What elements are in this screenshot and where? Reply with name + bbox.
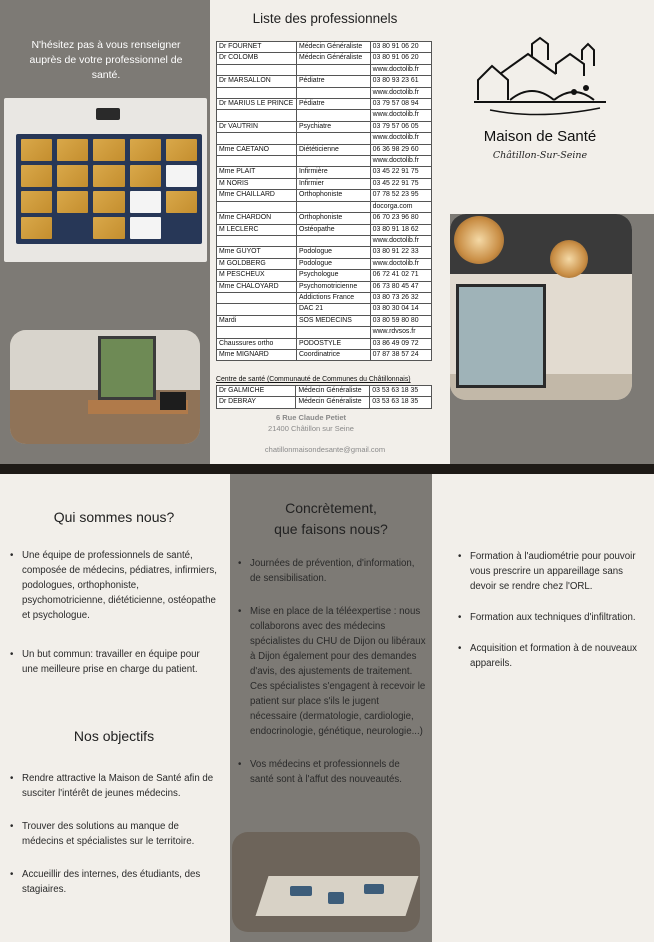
left-column — [0, 0, 210, 464]
professional-role — [296, 235, 370, 246]
nameplate — [57, 217, 88, 239]
professional-row — [217, 338, 432, 349]
nameplate — [21, 217, 52, 239]
health-center-row — [217, 386, 432, 397]
professional-contact: www.rdvsos.fr — [370, 327, 431, 338]
who-bullet: • Un but commun: travailler en équipe pour une meilleure prise en charge du patient. — [10, 647, 218, 677]
doctor-name: Dr DEBRAY — [217, 397, 296, 408]
nameplate — [93, 139, 124, 161]
professional-contact: 03 80 59 80 80 — [370, 315, 431, 326]
nameplate — [166, 165, 197, 187]
professional-name — [217, 87, 297, 98]
professional-contact: 03 79 57 08 94 — [370, 99, 431, 110]
professional-contact: 03 80 73 26 32 — [370, 292, 431, 303]
nameplate-board-photo — [4, 98, 207, 262]
goals-list — [10, 771, 218, 897]
professional-row — [217, 64, 432, 75]
professional-name: Mme CAETANO — [217, 144, 297, 155]
professional-row — [217, 167, 432, 178]
nameplate — [21, 191, 52, 213]
professional-role: Podologue — [296, 247, 370, 258]
who-title: Qui sommes nous? — [53, 509, 175, 525]
professional-name: Mme MIGNARD — [217, 349, 297, 360]
professional-row — [217, 156, 432, 167]
health-center-heading: Centre de santé (Communauté de Communes du Châtillonnais) — [216, 376, 411, 383]
list-title: Liste des professionnels — [252, 11, 398, 26]
address-city: 21400 Châtillon sur Seine — [268, 424, 354, 433]
professional-name: Mme CHARDON — [217, 213, 297, 224]
maison-de-sante-logo — [470, 36, 610, 122]
health-center-row — [217, 397, 432, 408]
professional-name — [217, 133, 297, 144]
professional-contact: 06 73 80 45 47 — [370, 281, 431, 292]
professional-contact: docorga.com — [370, 201, 431, 212]
brand-name: Maison de Santé — [483, 128, 597, 145]
professional-role: Podologue — [296, 258, 370, 269]
professional-name — [217, 201, 297, 212]
hallway-photo — [450, 214, 632, 400]
professional-contact: 03 45 22 91 75 — [370, 178, 431, 189]
table-item — [328, 892, 344, 904]
professional-name: Chaussures ortho — [217, 338, 297, 349]
professional-role: SOS MEDECINS — [296, 315, 370, 326]
more-bullet: • Formation à l'audiométrie pour pouvoir vous prescrire un appareillage sans devoir se rendre chez l'ORL. — [458, 549, 644, 594]
professional-role: Ostéopathe — [296, 224, 370, 235]
professional-row — [217, 110, 432, 121]
professional-name: M NORIS — [217, 178, 297, 189]
nameplate — [21, 139, 52, 161]
professional-name: Dr MARIUS LE PRINCE — [217, 99, 297, 110]
professional-name: Dr COLOMB — [217, 53, 297, 64]
pendant-lamp — [550, 240, 588, 278]
professional-contact: 06 36 98 29 60 — [370, 144, 431, 155]
professional-contact: www.doctolib.fr — [370, 64, 431, 75]
professional-name: M PESCHEUX — [217, 270, 297, 281]
professional-role: Orthophoniste — [296, 213, 370, 224]
team-meeting-photo — [232, 832, 420, 932]
professional-row — [217, 247, 432, 258]
professional-row — [217, 178, 432, 189]
what-bullet: • Mise en place de la téléexpertise : nous collaborons avec des médecins spécialistes du CHU de Dijon ou libéraux à Dijon également pour des demandes d'avis, des ajustements de traitement. Ces spécialistes s'engagent à recevoir le patient sur place s'ils le jugent nécessaire (dermatologie, cardiologie, endocrinologie, génétique, neurologie...) — [238, 604, 426, 739]
goals-title: Nos objectifs — [73, 728, 155, 744]
nameplate — [130, 217, 161, 239]
health-center-table — [216, 385, 432, 409]
hall-glass-door — [456, 284, 546, 388]
nameplate — [130, 139, 161, 161]
professional-name — [217, 110, 297, 121]
professional-name — [217, 64, 297, 75]
professional-row — [217, 292, 432, 303]
professional-role: Infirmier — [296, 178, 370, 189]
professional-row — [217, 327, 432, 338]
doctor-role: Médecin Généraliste — [296, 397, 370, 408]
professional-name: Mme CHALOYARD — [217, 281, 297, 292]
professional-contact: www.doctolib.fr — [370, 156, 431, 167]
professional-row — [217, 76, 432, 87]
professional-name: M GOLDBERG — [217, 258, 297, 269]
professional-role: Psychomotricienne — [296, 281, 370, 292]
training-list — [458, 549, 644, 671]
professional-contact: 03 80 91 18 62 — [370, 224, 431, 235]
contact-email[interactable]: chatillonmaisondesante@gmail.com — [264, 445, 386, 454]
professional-contact: www.doctolib.fr — [370, 133, 431, 144]
professional-row — [217, 133, 432, 144]
professional-row — [217, 87, 432, 98]
nameplate — [93, 165, 124, 187]
professional-row — [217, 349, 432, 360]
professional-role — [296, 110, 370, 121]
professional-name: M LECLERC — [217, 224, 297, 235]
professional-role: Infirmière — [296, 167, 370, 178]
professional-name: Mme PLAIT — [217, 167, 297, 178]
nameplate — [166, 217, 197, 239]
health-center-table-body — [217, 386, 432, 409]
professionals-table — [216, 41, 432, 361]
professional-name: Dr FOURNET — [217, 42, 297, 53]
address-street: 6 Rue Claude Petiet — [275, 413, 347, 422]
professional-contact: 06 72 41 02 71 — [370, 270, 431, 281]
what-title-line2: que faisons nous? — [274, 521, 388, 537]
nameplate — [57, 191, 88, 213]
professional-name: Mardi — [217, 315, 297, 326]
professional-role: Orthophoniste — [296, 190, 370, 201]
more-bullet: • Formation aux techniques d'infiltration. — [458, 610, 644, 625]
professional-contact: www.doctolib.fr — [370, 258, 431, 269]
brand-city: Châtillon-Sur-Seine — [492, 150, 588, 161]
intro-text: N'hésitez pas à vous renseigner auprès de votre professionnel de santé. — [29, 39, 183, 81]
professional-row — [217, 281, 432, 292]
professional-role: Diététicienne — [296, 144, 370, 155]
table-item — [290, 886, 312, 896]
professional-role — [296, 64, 370, 75]
nameplate — [93, 217, 124, 239]
pendant-lamp — [454, 216, 504, 264]
professional-row — [217, 53, 432, 64]
professional-name — [217, 235, 297, 246]
professional-contact: 06 70 23 96 80 — [370, 213, 431, 224]
what-list — [238, 556, 426, 787]
professional-contact: 03 80 93 23 61 — [370, 76, 431, 87]
what-bullet: • Journées de prévention, d'information, de sensibilisation. — [238, 556, 426, 586]
nameplate — [57, 165, 88, 187]
professional-name — [217, 327, 297, 338]
professional-contact: 07 87 38 57 24 — [370, 349, 431, 360]
nameplate — [93, 191, 124, 213]
professional-role: Psychologue — [296, 270, 370, 281]
table-item — [364, 884, 384, 894]
professional-row — [217, 235, 432, 246]
office-monitor — [160, 392, 186, 410]
nameplate — [166, 191, 197, 213]
nameplate — [57, 139, 88, 161]
what-title-line1: Concrètement, — [285, 500, 377, 516]
professional-name — [217, 156, 297, 167]
professional-contact: 03 80 30 04 14 — [370, 304, 431, 315]
professional-role — [296, 201, 370, 212]
professional-name: Dr MARSALLON — [217, 76, 297, 87]
doctor-name: Dr GALMICHE — [217, 386, 296, 397]
nameplate-board — [16, 134, 202, 244]
nameplate — [166, 139, 197, 161]
professional-role: PODOSTYLE — [296, 338, 370, 349]
professional-name: Mme CHAILLARD — [217, 190, 297, 201]
who-bullet: • Une équipe de professionnels de santé, composée de médecins, pédiatres, infirmiers, podologues, orthophoniste, psychomotricienne, diététicienne, ostéopathe et psychologue. — [10, 548, 218, 623]
professional-contact: 03 80 91 06 20 — [370, 42, 431, 53]
professional-row — [217, 258, 432, 269]
professional-contact: www.doctolib.fr — [370, 87, 431, 98]
professional-row — [217, 190, 432, 201]
board-light — [96, 108, 120, 120]
professional-role: Médecin Généraliste — [296, 53, 370, 64]
professional-row — [217, 213, 432, 224]
more-bullet: • Acquisition et formation à de nouveaux appareils. — [458, 641, 644, 671]
professional-row — [217, 304, 432, 315]
professional-row — [217, 144, 432, 155]
professional-row — [217, 315, 432, 326]
doctor-phone: 03 53 63 18 35 — [370, 386, 432, 397]
goals-bullet: • Accueillir des internes, des étudiants, des stagiaires. — [10, 867, 218, 897]
nameplate — [21, 165, 52, 187]
professional-row — [217, 99, 432, 110]
professional-role: Médecin Généraliste — [296, 42, 370, 53]
professional-contact: 07 78 52 23 95 — [370, 190, 431, 201]
professional-name — [217, 292, 297, 303]
professional-contact: 03 45 22 91 75 — [370, 167, 431, 178]
doctor-phone: 03 53 63 18 35 — [370, 397, 432, 408]
nameplate — [130, 165, 161, 187]
professionals-table-body — [217, 42, 432, 361]
professional-row — [217, 270, 432, 281]
professional-role: Pédiatre — [296, 76, 370, 87]
professional-role — [296, 133, 370, 144]
who-list — [10, 548, 218, 677]
health-center-block — [216, 374, 432, 409]
professional-contact: 03 79 57 06 05 — [370, 121, 431, 132]
professional-role — [296, 87, 370, 98]
professional-contact: 03 80 91 06 20 — [370, 53, 431, 64]
fold-divider — [0, 464, 654, 474]
professional-role: Addictions France — [296, 292, 370, 303]
professional-contact: 03 86 49 09 72 — [370, 338, 431, 349]
professional-row — [217, 201, 432, 212]
professional-contact: www.doctolib.fr — [370, 110, 431, 121]
professional-row — [217, 121, 432, 132]
professional-role: Coordinatrice — [296, 349, 370, 360]
what-bullet: • Vos médecins et professionnels de santé sont à l'affut des nouveautés. — [238, 757, 426, 787]
office-window — [98, 336, 156, 400]
professional-role: DAC 21 — [296, 304, 370, 315]
professional-row — [217, 224, 432, 235]
professional-role: Pédiatre — [296, 99, 370, 110]
professional-role — [296, 327, 370, 338]
doctor-role: Médecin Généraliste — [296, 386, 370, 397]
office-photo — [10, 330, 200, 444]
goals-bullet: • Rendre attractive la Maison de Santé afin de susciter l'intérêt de jeunes médecins. — [10, 771, 218, 801]
nameplate — [130, 191, 161, 213]
professional-row — [217, 42, 432, 53]
professional-name — [217, 304, 297, 315]
professional-name: Mme GUYOT — [217, 247, 297, 258]
professional-contact: www.doctolib.fr — [370, 235, 431, 246]
professional-contact: 03 80 91 22 33 — [370, 247, 431, 258]
professional-role: Psychiatre — [296, 121, 370, 132]
professional-name: Dr VAUTRIN — [217, 121, 297, 132]
goals-bullet: • Trouver des solutions au manque de médecins et spécialistes sur le territoire. — [10, 819, 218, 849]
professional-role — [296, 156, 370, 167]
